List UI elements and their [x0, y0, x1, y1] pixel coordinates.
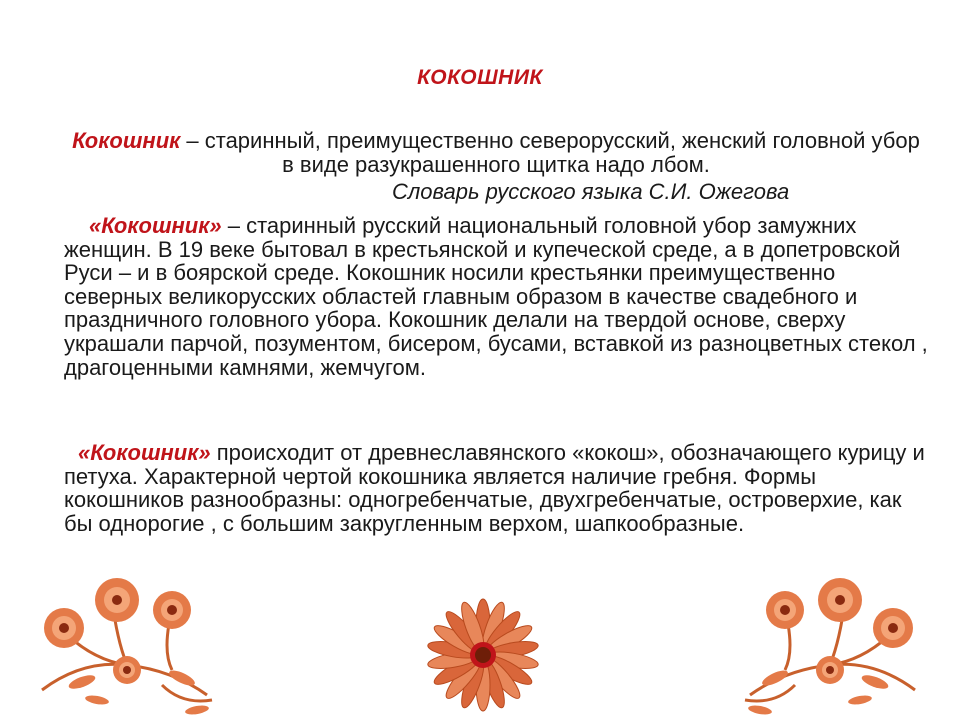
definition-1-text: – старинный, преимущественно северорусский, женский головной убор в виде разукрашенного щитка надо лбом. — [180, 128, 920, 177]
term-1: Кокошник — [72, 128, 181, 153]
right-flower-2-icon — [818, 578, 862, 622]
term-3: «Кокошник» — [78, 440, 211, 465]
right-flower-1-icon — [873, 608, 913, 648]
dictionary-source: Словарь русского языка С.И. Ожегова — [392, 179, 790, 204]
definition-3-text: происходит от древнеславянского «кокош», обозначающего курицу и петуха. Характерной чертой кокошника является наличие гребня. Формы кокошников разнообразны: одногребенчатые, двухгребенчатые, островерхие, как бы однорогие , с большим закругленным верхом, шапкообразные. — [64, 440, 925, 536]
left-flower-2-icon — [95, 578, 139, 622]
left-flower-4-icon — [113, 656, 141, 684]
definition-2-text: – старинный русский национальный головной убор замужних женщин. В 19 веке бытовал в крестьянской и купеческой среде, а в допетровской Руси – и в боярской среде. Кокошник носили крестьянки преимущественно северных великорусских областей главным образом в качестве свадебного и праздничного головного убора. Кокошник делали на твердой основе, сверху украшали парчой, позументом, бисером, бусами, вставкой из разноцветных стекол , драгоценными камнями, жемчугом. — [64, 213, 928, 380]
left-flower-3-icon — [153, 591, 191, 629]
left-floral-ornament — [22, 570, 232, 715]
center-flower — [398, 590, 568, 720]
left-flower-1-icon — [44, 608, 84, 648]
definition-2 — [64, 214, 934, 379]
right-flower-3-icon — [766, 591, 804, 629]
definition-1 — [66, 129, 926, 176]
term-2: «Кокошник» — [89, 213, 222, 238]
definition-3 — [64, 441, 934, 535]
right-flower-4-icon — [816, 656, 844, 684]
right-floral-ornament — [725, 570, 935, 715]
page-title: КОКОШНИК — [417, 66, 543, 89]
